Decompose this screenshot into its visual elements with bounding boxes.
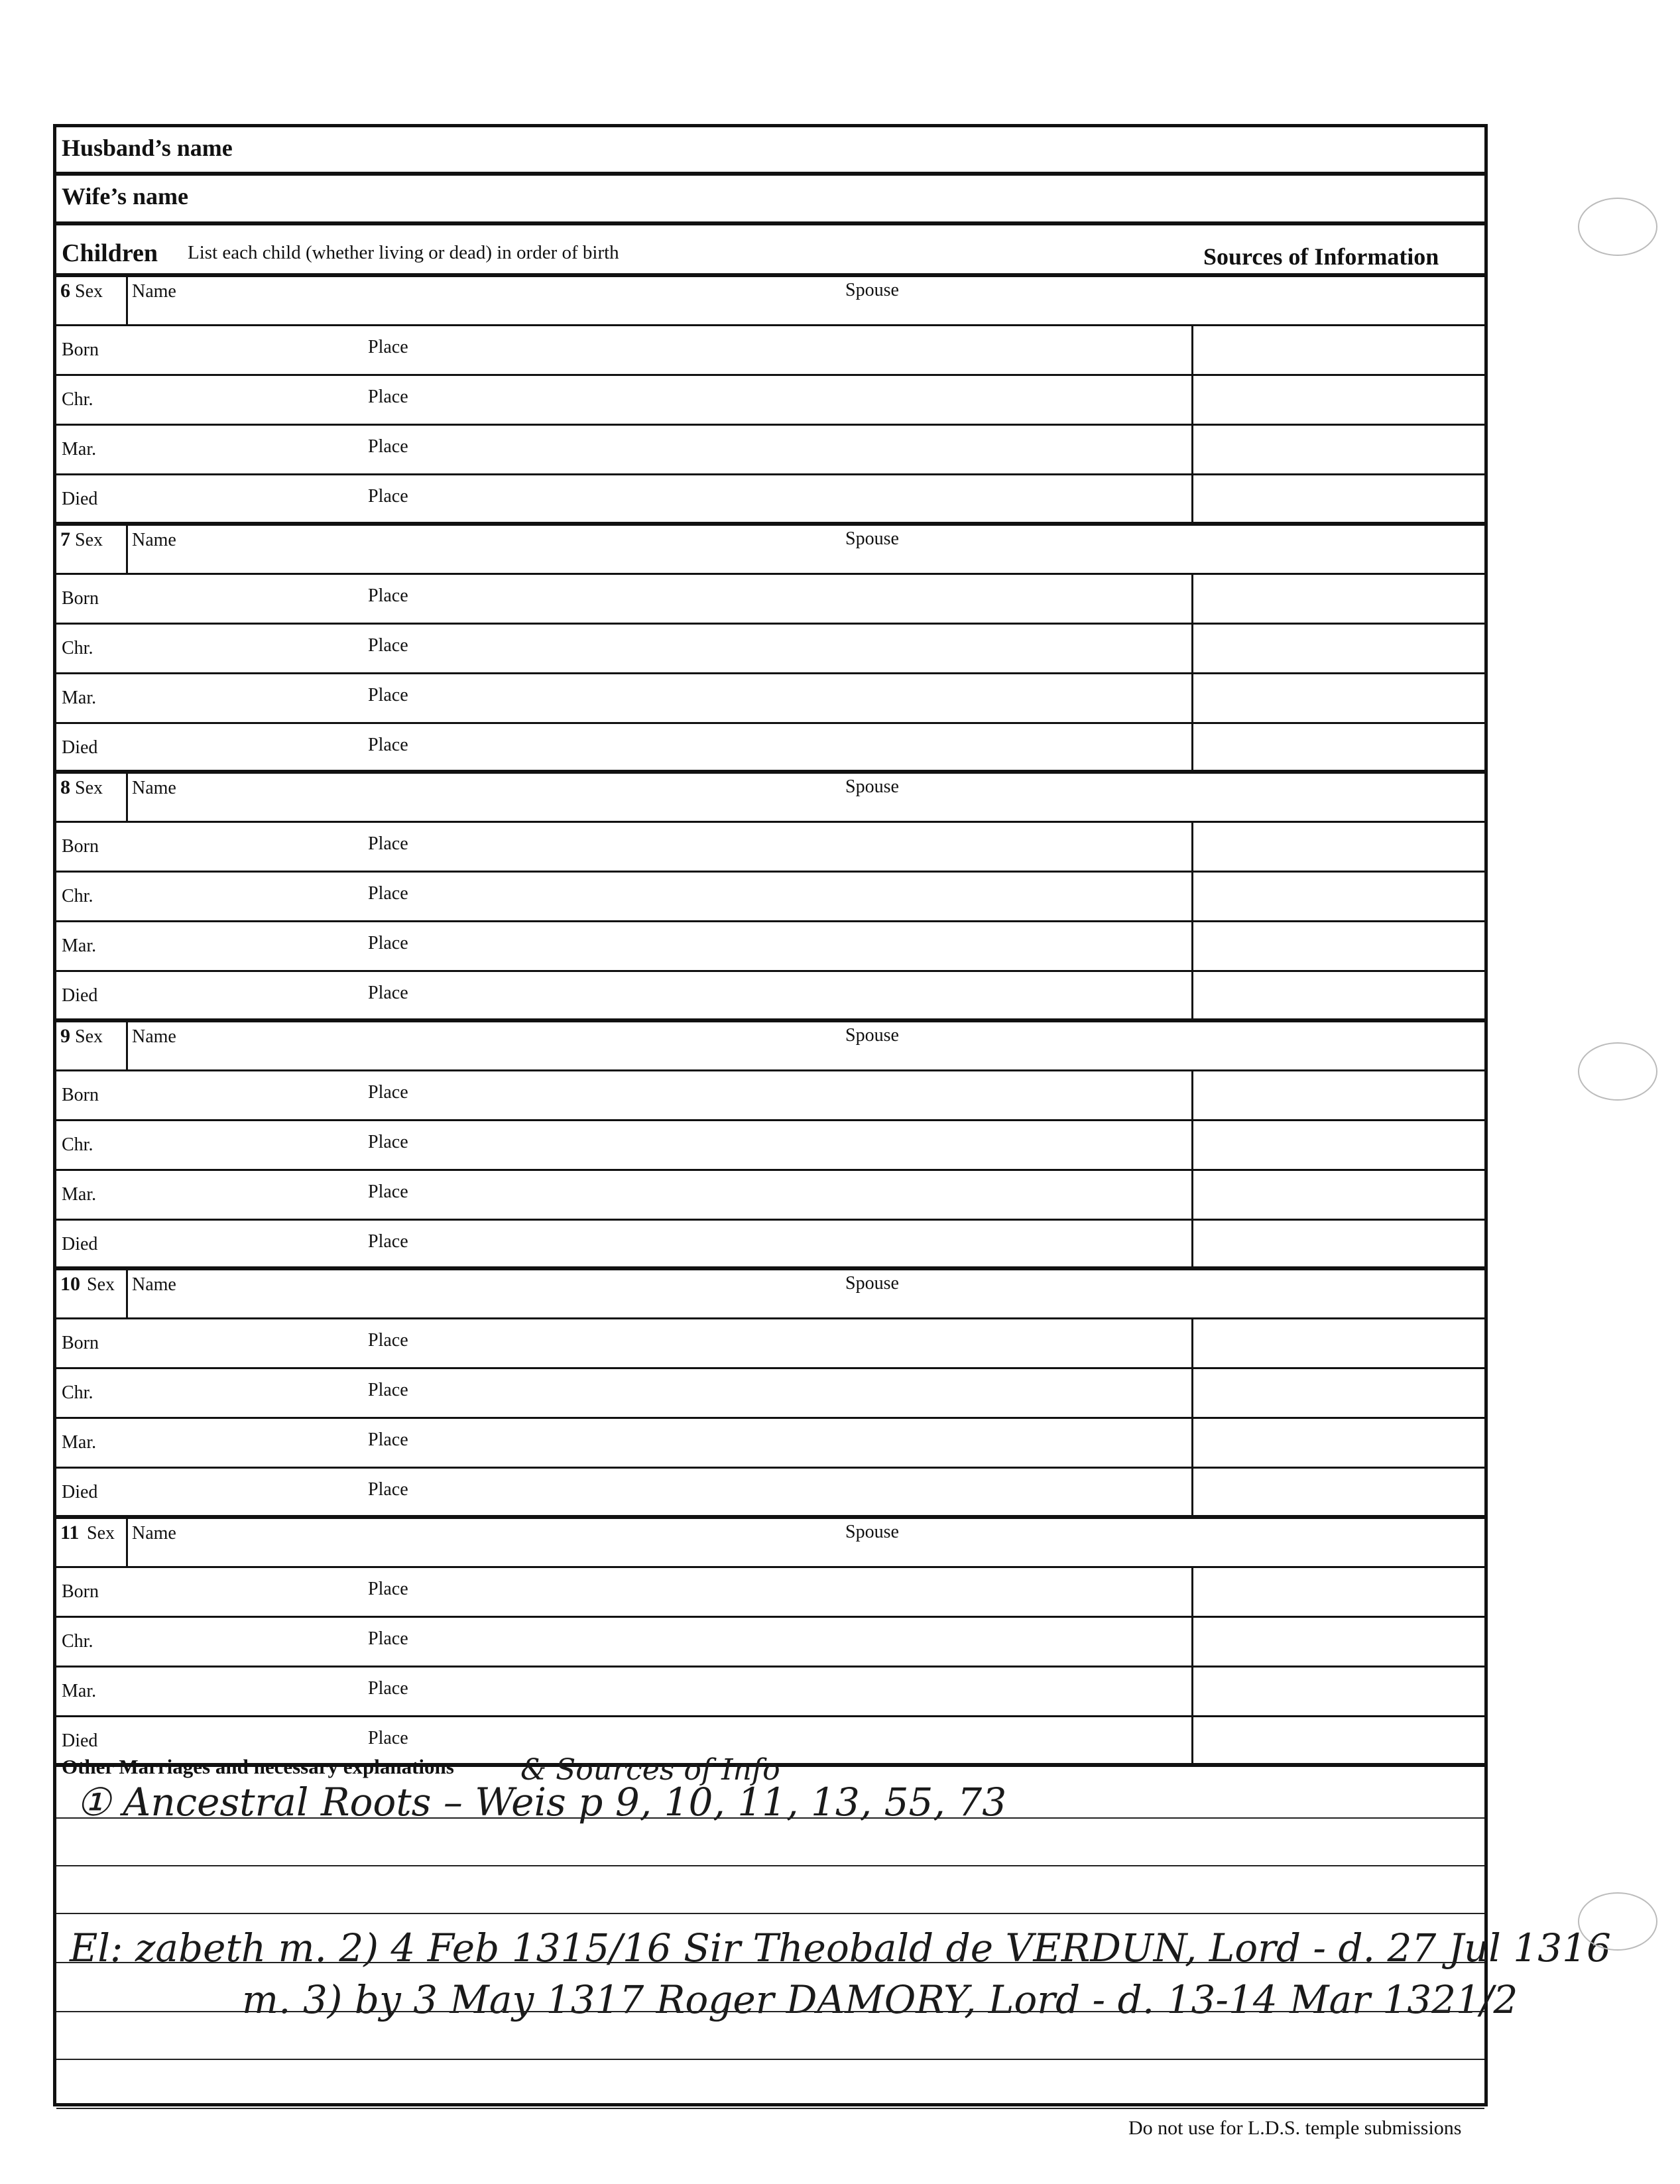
- children-note: List each child (whether living or dead) in order of birth: [188, 242, 619, 263]
- handwritten-line-3: m. 3) by 3 May 1317 Roger DAMORY, Lord - d. 13-14 Mar 1321/2: [242, 1977, 1518, 2022]
- mar-label: Mar.: [62, 687, 97, 708]
- sources-label: Sources of Information: [1203, 243, 1439, 270]
- sources-column-divider: [1191, 922, 1193, 970]
- mar-label: Mar.: [62, 936, 97, 956]
- spouse-label: Spouse: [845, 1521, 899, 1542]
- child-name-row: [56, 1519, 1484, 1568]
- spouse-label: Spouse: [845, 1273, 899, 1294]
- spouse-label: Spouse: [845, 776, 899, 797]
- child-name-row: [56, 1270, 1484, 1319]
- place-label: Place: [368, 1677, 408, 1699]
- place-label: Place: [368, 1181, 408, 1202]
- died-label: Died: [62, 737, 98, 758]
- child-died-row: [56, 972, 1484, 1022]
- born-label: Born: [62, 836, 99, 857]
- sources-column-divider: [1191, 575, 1193, 623]
- wife-row: [56, 176, 1484, 225]
- child-number: 8: [60, 776, 70, 798]
- name-label: Name: [132, 1026, 176, 1047]
- died-label: Died: [62, 1730, 98, 1751]
- ruled-line: [56, 1912, 1484, 1914]
- place-label: Place: [368, 1578, 408, 1599]
- name-label: Name: [132, 529, 176, 550]
- sources-column-divider: [1191, 873, 1193, 920]
- child-chr-row: [56, 625, 1484, 674]
- child-name-row: [56, 526, 1484, 575]
- chr-label: Chr.: [62, 637, 93, 658]
- place-label: Place: [368, 585, 408, 606]
- sources-column-divider: [1191, 1717, 1193, 1764]
- child-chr-row: [56, 873, 1484, 922]
- child-name-row: [56, 277, 1484, 326]
- sex-label: Sex: [87, 1274, 115, 1295]
- sources-column-divider: [1191, 1121, 1193, 1169]
- child-mar-row: [56, 674, 1484, 724]
- sex-box: [56, 277, 128, 324]
- place-label: Place: [368, 833, 408, 854]
- sex-box: [56, 1022, 128, 1069]
- punch-hole-top: [1578, 198, 1657, 256]
- place-label: Place: [368, 734, 408, 755]
- born-label: Born: [62, 1581, 99, 1602]
- mar-label: Mar.: [62, 1432, 97, 1453]
- place-label: Place: [368, 635, 408, 656]
- born-label: Born: [62, 339, 99, 360]
- mar-label: Mar.: [62, 439, 97, 459]
- sources-column-divider: [1191, 1668, 1193, 1715]
- died-label: Died: [62, 489, 98, 509]
- child-name-row: [56, 774, 1484, 823]
- child-born-row: [56, 1319, 1484, 1369]
- child-died-row: [56, 724, 1484, 774]
- child-number: 11: [60, 1521, 80, 1544]
- died-label: Died: [62, 985, 98, 1006]
- sex-label: Sex: [75, 529, 103, 550]
- sources-column-divider: [1191, 376, 1193, 424]
- born-label: Born: [62, 1084, 99, 1105]
- place-label: Place: [368, 436, 408, 457]
- place-label: Place: [368, 486, 408, 507]
- died-label: Died: [62, 1233, 98, 1254]
- handwritten-line-2: El: zabeth m. 2) 4 Feb 1315/16 Sir Theobald de VERDUN, Lord - d. 27 Jul 1316: [70, 1925, 1611, 1971]
- place-label: Place: [368, 1081, 408, 1103]
- sex-label: Sex: [87, 1522, 115, 1544]
- place-label: Place: [368, 1231, 408, 1252]
- name-label: Name: [132, 281, 176, 302]
- sources-column-divider: [1191, 1171, 1193, 1219]
- place-label: Place: [368, 883, 408, 904]
- sources-column-divider: [1191, 1071, 1193, 1119]
- child-died-row: [56, 1221, 1484, 1271]
- child-chr-row: [56, 1369, 1484, 1419]
- sex-label: Sex: [75, 281, 103, 302]
- mar-label: Mar.: [62, 1183, 97, 1205]
- chr-label: Chr.: [62, 389, 93, 410]
- punch-hole-middle: [1578, 1042, 1657, 1101]
- sources-column-divider: [1191, 1369, 1193, 1417]
- place-label: Place: [368, 983, 408, 1003]
- place-label: Place: [368, 933, 408, 953]
- sources-column-divider: [1191, 674, 1193, 722]
- child-mar-row: [56, 1419, 1484, 1469]
- child-number: 7: [60, 528, 70, 550]
- ruled-line: [56, 1864, 1484, 1866]
- place-label: Place: [368, 1628, 408, 1649]
- sources-column-divider: [1191, 1618, 1193, 1666]
- died-label: Died: [62, 1482, 98, 1502]
- sex-box: [56, 526, 128, 573]
- born-label: Born: [62, 1333, 99, 1353]
- ruled-line: [56, 2010, 1484, 2012]
- place-label: Place: [368, 387, 408, 407]
- place-label: Place: [368, 1131, 408, 1152]
- child-name-row: [56, 1022, 1484, 1071]
- punch-hole-bottom: [1578, 1892, 1657, 1951]
- sources-column-divider: [1191, 1568, 1193, 1616]
- child-number: 10: [60, 1273, 80, 1295]
- sources-column-divider: [1191, 475, 1193, 522]
- sources-column-divider: [1191, 823, 1193, 871]
- sources-column-divider: [1191, 625, 1193, 672]
- place-label: Place: [368, 1727, 408, 1748]
- child-mar-row: [56, 426, 1484, 475]
- sex-box: [56, 1519, 128, 1566]
- child-born-row: [56, 823, 1484, 873]
- footer-notice: Do not use for L.D.S. temple submissions: [1128, 2117, 1462, 2139]
- child-mar-row: [56, 1668, 1484, 1717]
- chr-label: Chr.: [62, 1630, 93, 1652]
- mar-label: Mar.: [62, 1680, 97, 1701]
- place-label: Place: [368, 1429, 408, 1450]
- sources-column-divider: [1191, 1319, 1193, 1367]
- place-label: Place: [368, 1380, 408, 1400]
- child-died-row: [56, 475, 1484, 526]
- sources-column-divider: [1191, 326, 1193, 374]
- chr-label: Chr.: [62, 886, 93, 906]
- family-group-form: [53, 124, 1611, 2106]
- ruled-line: [56, 2107, 1484, 2109]
- chr-label: Chr.: [62, 1134, 93, 1155]
- name-label: Name: [132, 1522, 176, 1544]
- spouse-label: Spouse: [845, 528, 899, 549]
- children-label: Children: [62, 239, 158, 267]
- chr-label: Chr.: [62, 1382, 93, 1403]
- sources-column-divider: [1191, 724, 1193, 770]
- child-mar-row: [56, 1171, 1484, 1221]
- sources-column-divider: [1191, 1419, 1193, 1467]
- husband-row: [56, 127, 1484, 176]
- name-label: Name: [132, 1274, 176, 1295]
- place-label: Place: [368, 1479, 408, 1500]
- child-born-row: [56, 1071, 1484, 1121]
- sex-box: [56, 1270, 128, 1317]
- handwritten-line-1: ① Ancestral Roots – Weis p 9, 10, 11, 13, 55, 73: [76, 1780, 1007, 1825]
- sources-column-divider: [1191, 426, 1193, 473]
- sources-column-divider: [1191, 972, 1193, 1018]
- spouse-label: Spouse: [845, 1024, 899, 1046]
- place-label: Place: [368, 684, 408, 705]
- sources-handwritten-note: & Sources of Info: [520, 1753, 780, 1787]
- sources-column-divider: [1191, 1221, 1193, 1267]
- sex-label: Sex: [75, 1026, 103, 1047]
- child-born-row: [56, 575, 1484, 625]
- born-label: Born: [62, 587, 99, 609]
- child-born-row: [56, 326, 1484, 376]
- child-number: 9: [60, 1024, 70, 1047]
- child-chr-row: [56, 1121, 1484, 1171]
- children-header-row: [56, 225, 1484, 277]
- child-chr-row: [56, 376, 1484, 426]
- child-mar-row: [56, 922, 1484, 972]
- husband-label: Husband’s name: [62, 135, 233, 161]
- child-number: 6: [60, 280, 70, 302]
- child-born-row: [56, 1568, 1484, 1618]
- place-label: Place: [368, 337, 408, 357]
- child-chr-row: [56, 1618, 1484, 1668]
- place-label: Place: [368, 1330, 408, 1351]
- sex-label: Sex: [75, 778, 103, 798]
- wife-label: Wife’s name: [62, 183, 188, 210]
- ruled-line: [56, 1961, 1484, 1963]
- sources-column-divider: [1191, 1469, 1193, 1515]
- other-marriages-label: Other Marriages and necessary explanations: [62, 1755, 454, 1778]
- sex-box: [56, 774, 128, 821]
- ruled-line: [56, 2058, 1484, 2060]
- name-label: Name: [132, 778, 176, 798]
- ruled-line: [56, 1817, 1484, 1819]
- child-died-row: [56, 1469, 1484, 1519]
- spouse-label: Spouse: [845, 280, 899, 300]
